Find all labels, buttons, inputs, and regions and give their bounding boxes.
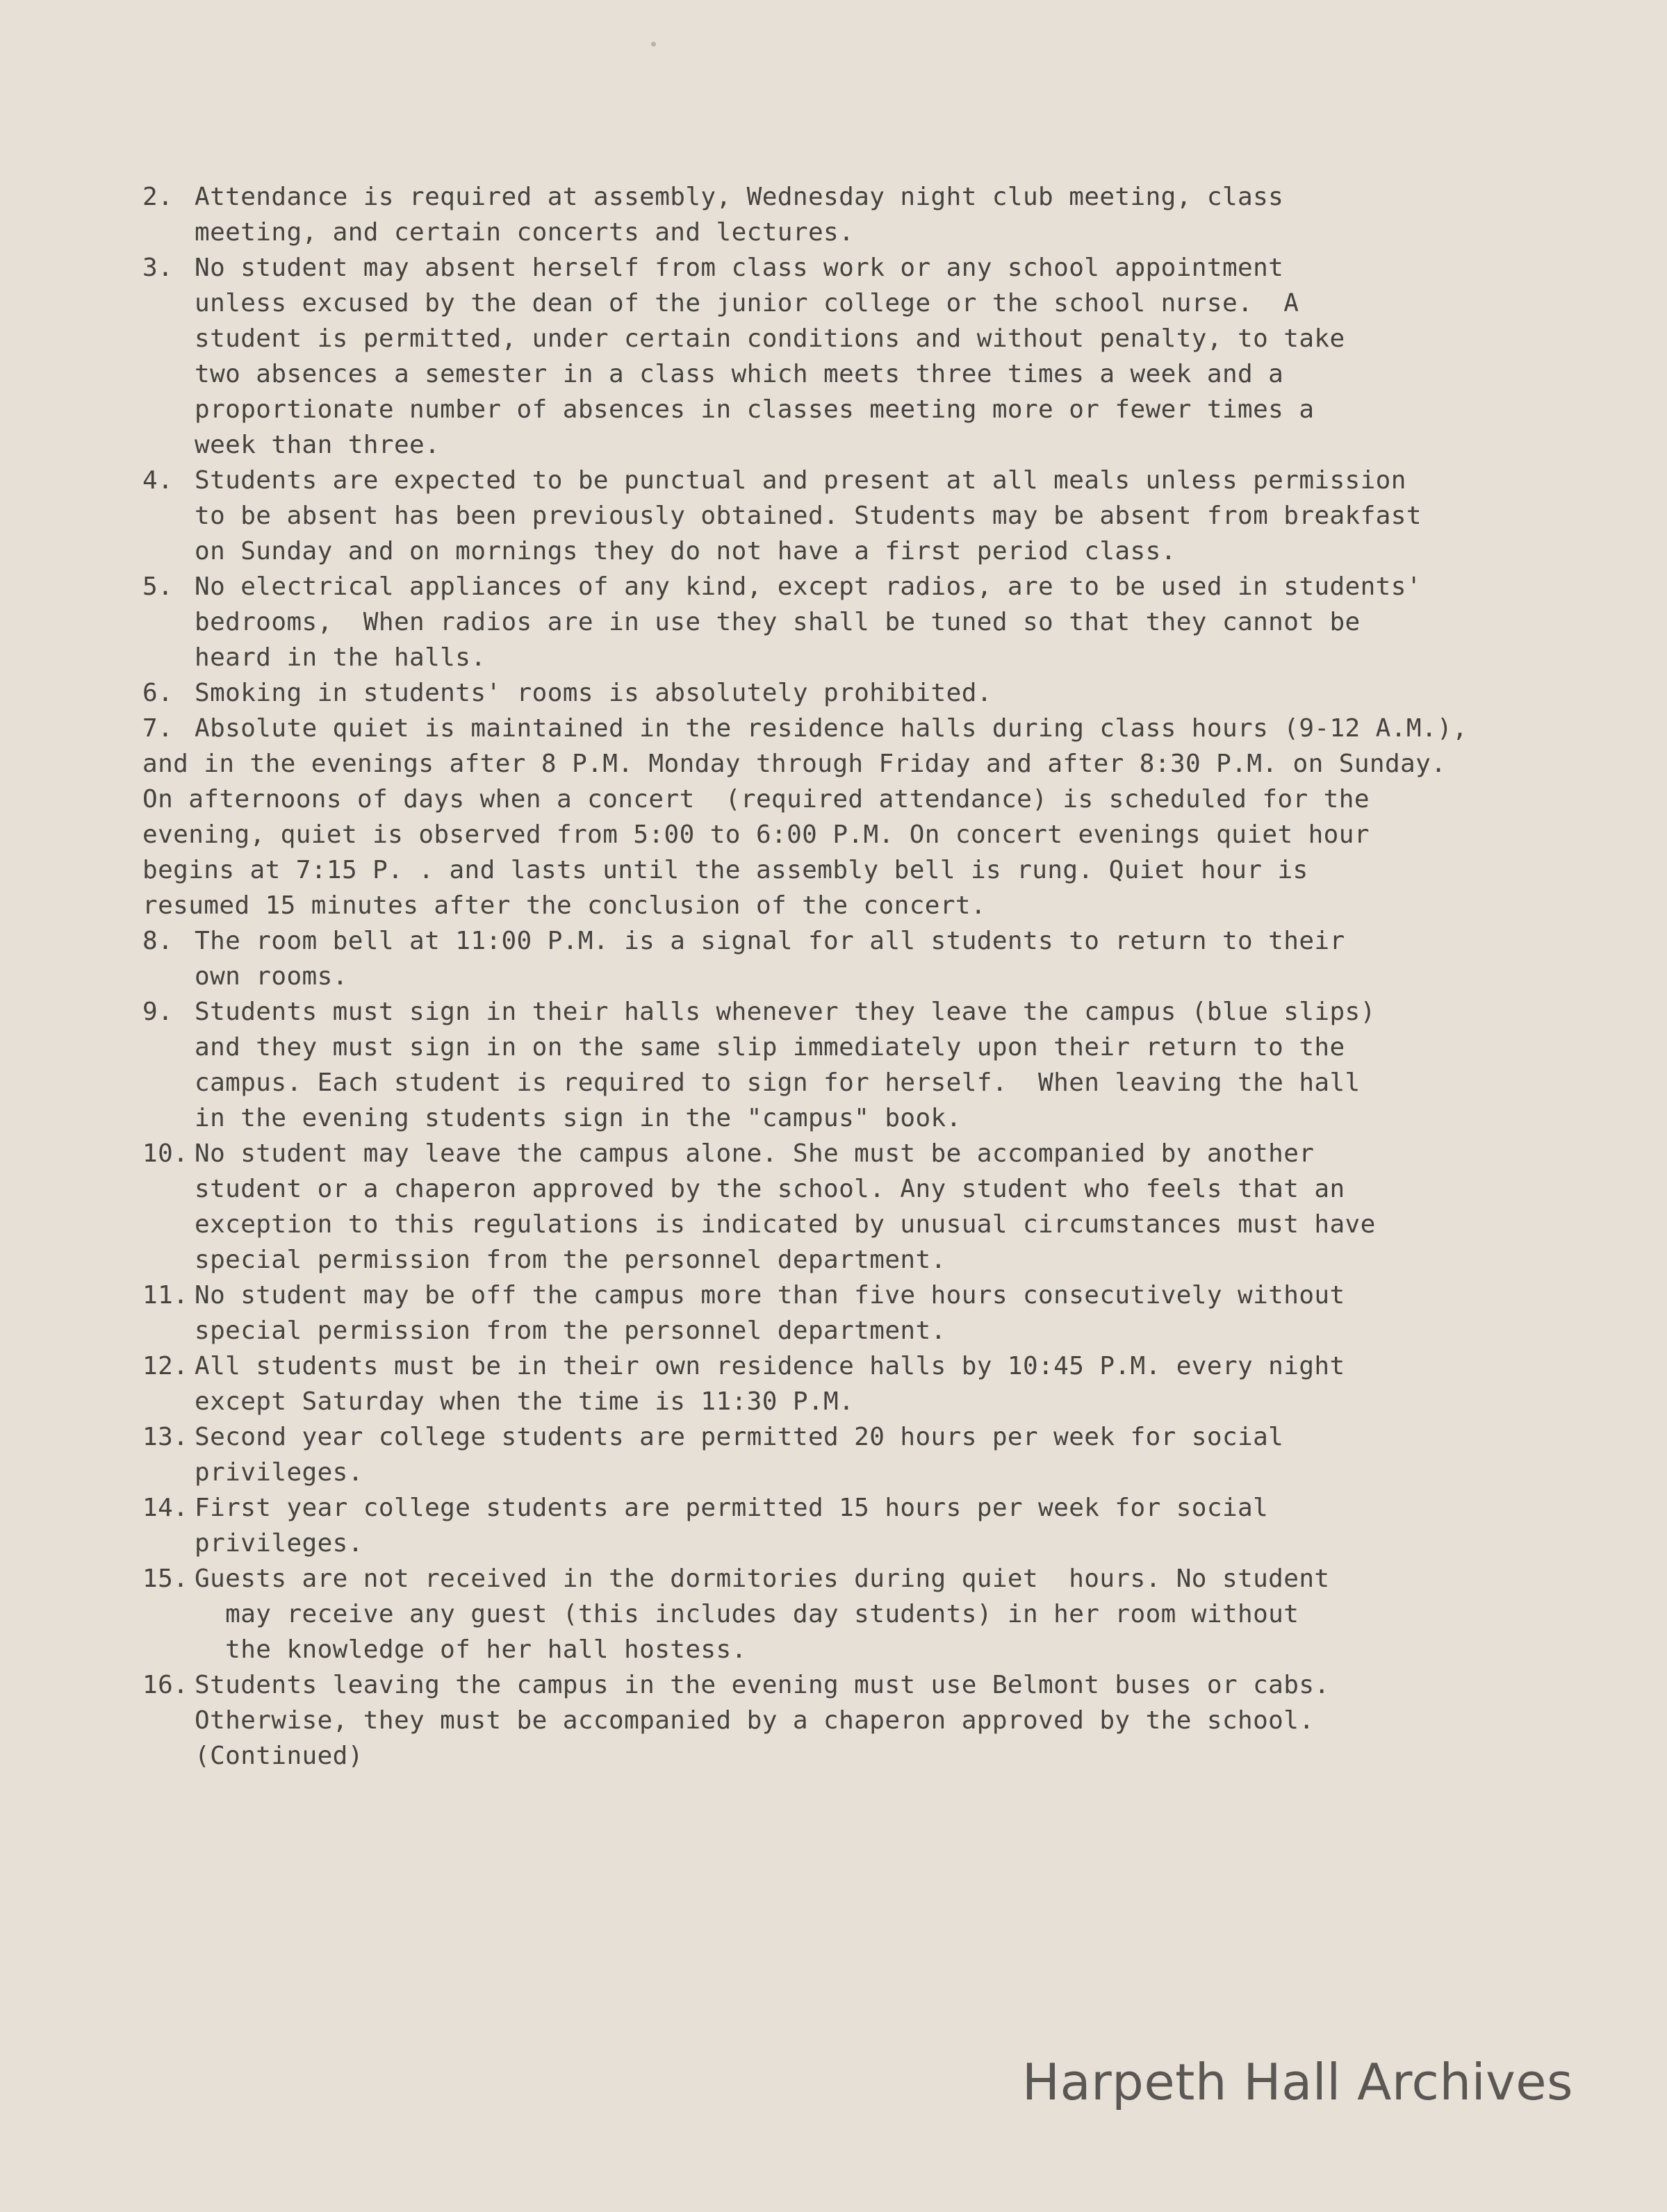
rule-text-line: (Continued) bbox=[195, 1742, 363, 1770]
rule-item bbox=[142, 1490, 1602, 1561]
rule-item bbox=[142, 463, 1602, 569]
rule-number: 15. bbox=[142, 1565, 189, 1593]
rule-number: 12. bbox=[142, 1352, 189, 1380]
rule-text-line: in the evening students sign in the "campus" book. bbox=[195, 1104, 962, 1132]
rule-text-line: on Sunday and on mornings they do not have a first period class. bbox=[195, 537, 1176, 566]
rule-text-line: campus. Each student is required to sign for herself. When leaving the hall bbox=[195, 1068, 1361, 1097]
rule-text-line: bedrooms, When radios are in use they shall be tuned so that they cannot be bbox=[195, 608, 1361, 636]
rule-item bbox=[142, 1561, 1602, 1667]
rule-item bbox=[142, 711, 1602, 923]
rule-text-line: Otherwise, they must be accompanied by a chaperon approved by the school. bbox=[195, 1706, 1315, 1735]
rule-item bbox=[142, 250, 1602, 463]
paper-speck bbox=[651, 42, 656, 47]
rule-text-line: heard in the halls. bbox=[195, 643, 486, 672]
rule-text-line: Students must sign in their halls whenever they leave the campus (blue slips) bbox=[195, 998, 1376, 1026]
rule-number: 11. bbox=[142, 1281, 189, 1310]
rule-item bbox=[142, 1419, 1602, 1490]
rule-text-line: privileges. bbox=[195, 1529, 363, 1558]
rule-item bbox=[142, 1348, 1602, 1419]
rule-text-line: Second year college students are permitted 20 hours per week for social bbox=[195, 1423, 1284, 1451]
rule-text-line: to be absent has been previously obtained. Students may be absent from breakfast bbox=[195, 502, 1422, 530]
rule-text-line: and in the evenings after 8 P.M. Monday through Friday and after 8:30 P.M. on Sunday. bbox=[142, 750, 1447, 778]
rule-text-line: week than three. bbox=[195, 431, 441, 459]
rule-text-line: except Saturday when the time is 11:30 P.M. bbox=[195, 1387, 855, 1416]
rule-text-line: Students are expected to be punctual and present at all meals unless permission bbox=[195, 466, 1406, 495]
rule-text-line: special permission from the personnel department. bbox=[195, 1246, 946, 1274]
rule-text-line: No electrical appliances of any kind, except radios, are to be used in students' bbox=[195, 572, 1422, 601]
rule-text-line: unless excused by the dean of the junior college or the school nurse. A bbox=[195, 289, 1299, 317]
rule-text-line: and they must sign in on the same slip immediately upon their return to the bbox=[195, 1033, 1345, 1062]
rule-item bbox=[142, 1278, 1602, 1348]
rule-item bbox=[142, 675, 1602, 711]
rule-text-line: Attendance is required at assembly, Wednesday night club meeting, class bbox=[195, 183, 1284, 211]
rule-text-line: Students leaving the campus in the evening must use Belmont buses or cabs. bbox=[195, 1671, 1330, 1699]
rule-number: 3. bbox=[142, 254, 174, 282]
rule-text-line: First year college students are permitted 15 hours per week for social bbox=[195, 1494, 1269, 1522]
rule-text-line: privileges. bbox=[195, 1458, 363, 1487]
rule-text-line: student is permitted, under certain conditions and without penalty, to take bbox=[195, 324, 1345, 353]
rule-item bbox=[142, 994, 1602, 1136]
rule-text-line: begins at 7:15 P. . and lasts until the assembly bell is rung. Quiet hour is bbox=[142, 856, 1308, 884]
rule-text-line: The room bell at 11:00 P.M. is a signal for all students to return to their bbox=[195, 927, 1345, 955]
rule-text-line: evening, quiet is observed from 5:00 to 6:00 P.M. On concert evenings quiet hour bbox=[142, 820, 1370, 849]
rule-text-line: may receive any guest (this includes day students) in her room without bbox=[195, 1600, 1299, 1628]
rule-number: 6. bbox=[142, 679, 174, 707]
rule-text-line: special permission from the personnel department. bbox=[195, 1317, 946, 1345]
rule-text-line: On afternoons of days when a concert (required attendance) is scheduled for the bbox=[142, 785, 1370, 814]
rule-number: 14. bbox=[142, 1494, 189, 1522]
rule-text-line: two absences a semester in a class which meets three times a week and a bbox=[195, 360, 1284, 388]
rule-number: 4. bbox=[142, 466, 174, 495]
rule-item bbox=[142, 569, 1602, 675]
rule-text-line: All students must be in their own residence halls by 10:45 P.M. every night bbox=[195, 1352, 1345, 1380]
rule-text-line: Guests are not received in the dormitories during quiet hours. No student bbox=[195, 1565, 1330, 1593]
archive-watermark: Harpeth Hall Archives bbox=[1021, 2053, 1573, 2111]
rule-item bbox=[142, 179, 1602, 250]
rule-number: 9. bbox=[142, 998, 174, 1026]
rule-item bbox=[142, 923, 1602, 994]
rule-text-line: Smoking in students' rooms is absolutely prohibited. bbox=[195, 679, 992, 707]
rule-number: 2. bbox=[142, 183, 174, 211]
rule-text-line: the knowledge of her hall hostess. bbox=[195, 1635, 747, 1664]
rule-number: 16. bbox=[142, 1671, 189, 1699]
rule-text-line: exception to this regulations is indicated by unusual circumstances must have bbox=[195, 1210, 1376, 1239]
rule-text-line: resumed 15 minutes after the conclusion of the concert. bbox=[142, 891, 987, 920]
rule-text-line: proportionate number of absences in classes meeting more or fewer times a bbox=[195, 395, 1315, 424]
rule-text-line: No student may be off the campus more than five hours consecutively without bbox=[195, 1281, 1345, 1310]
rule-text-line: meeting, and certain concerts and lectures. bbox=[195, 218, 855, 247]
rule-number: 8. bbox=[142, 927, 174, 955]
rule-text-line: No student may leave the campus alone. She must be accompanied by another bbox=[195, 1139, 1315, 1168]
rule-text-line: No student may absent herself from class work or any school appointment bbox=[195, 254, 1284, 282]
rule-item bbox=[142, 1667, 1602, 1774]
rule-text-line: own rooms. bbox=[195, 962, 348, 991]
rules-list bbox=[142, 179, 1602, 1774]
rule-number: 7. bbox=[142, 714, 174, 743]
rule-number: 13. bbox=[142, 1423, 189, 1451]
rule-item bbox=[142, 1136, 1602, 1278]
rule-number: 10. bbox=[142, 1139, 189, 1168]
rule-text-line: Absolute quiet is maintained in the residence halls during class hours (9-12 A.M.), bbox=[195, 714, 1468, 743]
rule-number: 5. bbox=[142, 572, 174, 601]
rule-text-line: student or a chaperon approved by the school. Any student who feels that an bbox=[195, 1175, 1345, 1203]
